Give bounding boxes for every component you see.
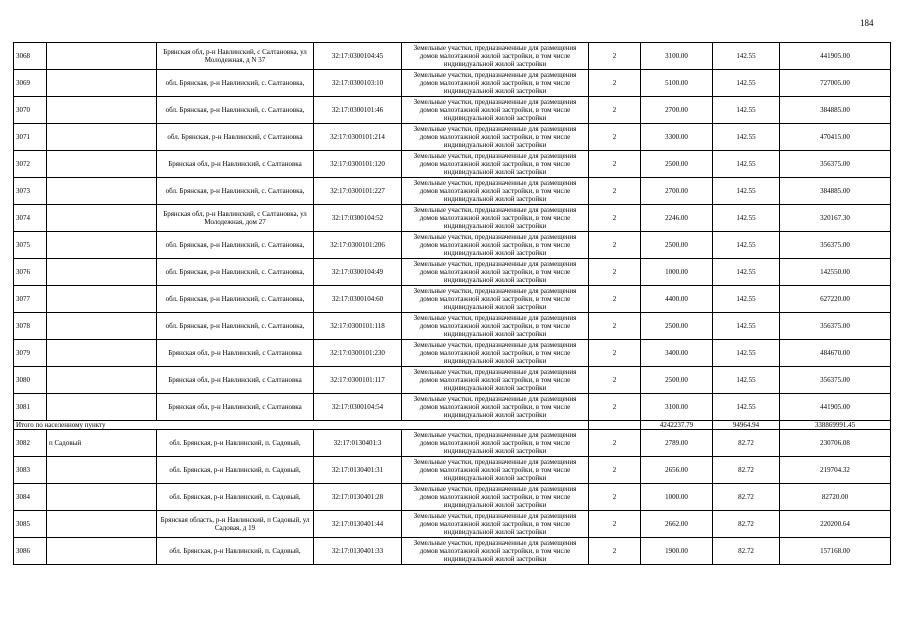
rate-cell: 82.72 xyxy=(713,457,780,484)
address-cell: Брянская обл, р-н Навлинский, с Салтановка xyxy=(157,151,314,178)
rate-cell: 82.72 xyxy=(713,430,780,457)
cadastral-number-cell: 32:17:0300101:214 xyxy=(314,124,402,151)
address-cell: обл. Брянская, р-н Навлинский, с. Салтановка, xyxy=(157,232,314,259)
cadastral-value-cell: 320167.30 xyxy=(780,205,891,232)
cadastral-number-cell: 32:17:0300101:118 xyxy=(314,313,402,340)
land-use-cell: Земельные участки, предназначенные для размещения домов малоэтажной жилой застройки, в том числе индивидуальной жилой застройки xyxy=(402,232,589,259)
table-row xyxy=(14,340,891,367)
address-cell: Брянская обл, р-н Навлинский, с Салтановка, ул Молодежная, д N 37 xyxy=(157,43,314,70)
group-cell: 2 xyxy=(589,484,641,511)
cadastral-number-cell: 32:17:0300101:230 xyxy=(314,340,402,367)
area-cell: 2500.00 xyxy=(641,367,713,394)
group-cell: 2 xyxy=(589,97,641,124)
land-use-cell: Земельные участки, предназначенные для размещения домов малоэтажной жилой застройки, в том числе индивидуальной жилой застройки xyxy=(402,43,589,70)
address-cell: обл. Брянская, р-н Навлинский, с. Салтановка, xyxy=(157,178,314,205)
address-cell: обл. Брянская, р-н Навлинский, с Салтановка xyxy=(157,124,314,151)
area-cell: 3100.00 xyxy=(641,394,713,421)
cadastral-value-cell: 356375.00 xyxy=(780,367,891,394)
land-use-cell: Земельные участки, предназначенные для размещения домов малоэтажной жилой застройки, в том числе индивидуальной жилой застройки xyxy=(402,313,589,340)
cadastral-value-cell: 219704.32 xyxy=(780,457,891,484)
cadastral-number-cell: 32:17:0300101:46 xyxy=(314,97,402,124)
rate-cell: 142.55 xyxy=(713,43,780,70)
cadastral-number-cell: 32:17:0300101:120 xyxy=(314,151,402,178)
row-number-cell: 3079 xyxy=(14,340,47,367)
table-body-sadovyi xyxy=(14,430,891,565)
cadastral-number-cell: 32:17:0300104:49 xyxy=(314,259,402,286)
land-use-cell: Земельные участки, предназначенные для размещения домов малоэтажной жилой застройки, в том числе индивидуальной жилой застройки xyxy=(402,457,589,484)
row-number-cell: 3070 xyxy=(14,97,47,124)
group-cell: 2 xyxy=(589,394,641,421)
area-cell: 2246.00 xyxy=(641,205,713,232)
table-row xyxy=(14,511,891,538)
cadastral-value-cell: 384885.00 xyxy=(780,178,891,205)
area-cell: 3100.00 xyxy=(641,43,713,70)
group-cell: 2 xyxy=(589,430,641,457)
subgroup-cell xyxy=(47,97,157,124)
land-use-cell: Земельные участки, предназначенные для размещения домов малоэтажной жилой застройки, в том числе индивидуальной жилой застройки xyxy=(402,430,589,457)
subgroup-cell xyxy=(47,457,157,484)
land-use-cell: Земельные участки, предназначенные для размещения домов малоэтажной жилой застройки, в том числе индивидуальной жилой застройки xyxy=(402,394,589,421)
land-use-cell: Земельные участки, предназначенные для размещения домов малоэтажной жилой застройки, в том числе индивидуальной жилой застройки xyxy=(402,286,589,313)
row-number-cell: 3076 xyxy=(14,259,47,286)
cadastral-value-cell: 441905.00 xyxy=(780,43,891,70)
table-row xyxy=(14,430,891,457)
address-cell: Брянская обл, р-н Навлинский, с Салтановка, ул Молодежная, дом 27 xyxy=(157,205,314,232)
table-row xyxy=(14,70,891,97)
rate-cell: 82.72 xyxy=(713,484,780,511)
row-number-cell: 3081 xyxy=(14,394,47,421)
table-row xyxy=(14,124,891,151)
area-cell: 2662.00 xyxy=(641,511,713,538)
row-number-cell: 3085 xyxy=(14,511,47,538)
area-cell: 3400.00 xyxy=(641,340,713,367)
cadastral-number-cell: 32:17:0300104:60 xyxy=(314,286,402,313)
group-cell: 2 xyxy=(589,178,641,205)
table-body-saltanovka xyxy=(14,43,891,421)
table-row xyxy=(14,151,891,178)
table-row xyxy=(14,43,891,70)
total-value: 338869991.45 xyxy=(780,421,891,430)
total-rate: 94964.94 xyxy=(713,421,780,430)
subgroup-cell xyxy=(47,232,157,259)
cadastral-number-cell: 32:17:0300101:227 xyxy=(314,178,402,205)
rate-cell: 82.72 xyxy=(713,538,780,565)
area-cell: 2789.00 xyxy=(641,430,713,457)
total-label: Итого по населенному пункту xyxy=(14,421,589,430)
subgroup-cell xyxy=(47,178,157,205)
area-cell: 1000.00 xyxy=(641,259,713,286)
cadastral-number-cell: 32:17:0300101:117 xyxy=(314,367,402,394)
land-use-cell: Земельные участки, предназначенные для размещения домов малоэтажной жилой застройки, в том числе индивидуальной жилой застройки xyxy=(402,178,589,205)
address-cell: обл. Брянская, р-н Навлинский, п. Садовый, xyxy=(157,457,314,484)
cadastral-value-cell: 142550.00 xyxy=(780,259,891,286)
subgroup-cell xyxy=(47,340,157,367)
group-cell: 2 xyxy=(589,367,641,394)
land-use-cell: Земельные участки, предназначенные для размещения домов малоэтажной жилой застройки, в том числе индивидуальной жилой застройки xyxy=(402,538,589,565)
area-cell: 3300.00 xyxy=(641,124,713,151)
table-row xyxy=(14,178,891,205)
group-cell: 2 xyxy=(589,259,641,286)
group-cell: 2 xyxy=(589,232,641,259)
row-number-cell: 3073 xyxy=(14,178,47,205)
subgroup-cell xyxy=(47,205,157,232)
row-number-cell: 3074 xyxy=(14,205,47,232)
cadastral-value-cell: 230706.08 xyxy=(780,430,891,457)
page-number: 184 xyxy=(860,18,874,28)
total-area: 4242237.79 xyxy=(641,421,713,430)
row-number-cell: 3068 xyxy=(14,43,47,70)
table-row xyxy=(14,205,891,232)
table-row xyxy=(14,394,891,421)
address-cell: обл. Брянская, р-н Навлинский, с. Салтановка, xyxy=(157,97,314,124)
cadastral-number-cell: 32:17:0130401:3 xyxy=(314,430,402,457)
cadastral-value-cell: 441905.00 xyxy=(780,394,891,421)
subgroup-cell xyxy=(47,124,157,151)
group-cell: 2 xyxy=(589,124,641,151)
group-cell: 2 xyxy=(589,151,641,178)
rate-cell: 142.55 xyxy=(713,151,780,178)
cadastral-value-cell: 356375.00 xyxy=(780,151,891,178)
cadastral-number-cell: 32:17:0130401:31 xyxy=(314,457,402,484)
cadastral-value-cell: 470415.00 xyxy=(780,124,891,151)
cadastral-value-cell: 220200.64 xyxy=(780,511,891,538)
group-cell: 2 xyxy=(589,286,641,313)
rate-cell: 142.55 xyxy=(713,394,780,421)
area-cell: 4400.00 xyxy=(641,286,713,313)
address-cell: Брянская область, р-н Навлинский, п Садовый, ул Садовая, д 19 xyxy=(157,511,314,538)
table-row xyxy=(14,367,891,394)
row-number-cell: 3086 xyxy=(14,538,47,565)
area-cell: 2656.00 xyxy=(641,457,713,484)
rate-cell: 142.55 xyxy=(713,259,780,286)
cadastral-value-cell: 727005.00 xyxy=(780,70,891,97)
address-cell: обл. Брянская, р-н Навлинский, п. Садовый, xyxy=(157,430,314,457)
subgroup-cell xyxy=(47,367,157,394)
area-cell: 2500.00 xyxy=(641,232,713,259)
cadastral-number-cell: 32:17:0300104:54 xyxy=(314,394,402,421)
address-cell: обл. Брянская, р-н Навлинский, с. Салтановка, xyxy=(157,70,314,97)
table-row xyxy=(14,97,891,124)
row-number-cell: 3084 xyxy=(14,484,47,511)
row-number-cell: 3080 xyxy=(14,367,47,394)
cadastral-value-cell: 82720.00 xyxy=(780,484,891,511)
subgroup-cell xyxy=(47,70,157,97)
rate-cell: 142.55 xyxy=(713,340,780,367)
rate-cell: 142.55 xyxy=(713,313,780,340)
cadastral-number-cell: 32:17:0300104:52 xyxy=(314,205,402,232)
group-cell: 2 xyxy=(589,313,641,340)
area-cell: 1900.00 xyxy=(641,538,713,565)
land-use-cell: Земельные участки, предназначенные для размещения домов малоэтажной жилой застройки, в том числе индивидуальной жилой застройки xyxy=(402,205,589,232)
subgroup-cell xyxy=(47,286,157,313)
table-row xyxy=(14,259,891,286)
area-cell: 2500.00 xyxy=(641,313,713,340)
table-row xyxy=(14,313,891,340)
land-use-cell: Земельные участки, предназначенные для размещения домов малоэтажной жилой застройки, в том числе индивидуальной жилой застройки xyxy=(402,340,589,367)
group-cell: 2 xyxy=(589,457,641,484)
subgroup-cell xyxy=(47,484,157,511)
rate-cell: 142.55 xyxy=(713,97,780,124)
cadastral-number-cell: 32:17:0300104:45 xyxy=(314,43,402,70)
address-cell: обл. Брянская, р-н Навлинский, п. Садовый, xyxy=(157,538,314,565)
cadastral-value-cell: 356375.00 xyxy=(780,232,891,259)
cadastral-value-table xyxy=(13,42,891,565)
group-cell: 2 xyxy=(589,70,641,97)
total-row xyxy=(14,421,891,430)
rate-cell: 142.55 xyxy=(713,70,780,97)
table-row xyxy=(14,538,891,565)
row-number-cell: 3078 xyxy=(14,313,47,340)
cadastral-value-cell: 627220.00 xyxy=(780,286,891,313)
table-row xyxy=(14,484,891,511)
row-number-cell: 3072 xyxy=(14,151,47,178)
address-cell: Брянская обл, р-н Навлинский, с Салтановка xyxy=(157,394,314,421)
rate-cell: 142.55 xyxy=(713,232,780,259)
subgroup-cell xyxy=(47,259,157,286)
land-use-cell: Земельные участки, предназначенные для размещения домов малоэтажной жилой застройки, в том числе индивидуальной жилой застройки xyxy=(402,367,589,394)
land-use-cell: Земельные участки, предназначенные для размещения домов малоэтажной жилой застройки, в том числе индивидуальной жилой застройки xyxy=(402,70,589,97)
land-use-cell: Земельные участки, предназначенные для размещения домов малоэтажной жилой застройки, в том числе индивидуальной жилой застройки xyxy=(402,511,589,538)
subgroup-cell xyxy=(47,394,157,421)
total-empty-cell xyxy=(589,421,641,430)
rate-cell: 142.55 xyxy=(713,205,780,232)
row-number-cell: 3071 xyxy=(14,124,47,151)
table-body-total xyxy=(14,421,891,430)
land-use-cell: Земельные участки, предназначенные для размещения домов малоэтажной жилой застройки, в том числе индивидуальной жилой застройки xyxy=(402,259,589,286)
address-cell: Брянская обл, р-н Навлинский, с Салтановка xyxy=(157,367,314,394)
subgroup-cell: п Садовый xyxy=(47,430,157,457)
group-cell: 2 xyxy=(589,538,641,565)
subgroup-cell xyxy=(47,511,157,538)
cadastral-value-cell: 484670.00 xyxy=(780,340,891,367)
row-number-cell: 3077 xyxy=(14,286,47,313)
rate-cell: 142.55 xyxy=(713,367,780,394)
cadastral-number-cell: 32:17:0300101:206 xyxy=(314,232,402,259)
address-cell: обл. Брянская, р-н Навлинский, с. Салтановка, xyxy=(157,313,314,340)
subgroup-cell xyxy=(47,313,157,340)
address-cell: обл. Брянская, р-н Навлинский, с. Салтановка, xyxy=(157,286,314,313)
rate-cell: 142.55 xyxy=(713,178,780,205)
subgroup-cell xyxy=(47,538,157,565)
address-cell: обл. Брянская, р-н Навлинский, п. Садовый, xyxy=(157,484,314,511)
land-use-cell: Земельные участки, предназначенные для размещения домов малоэтажной жилой застройки, в том числе индивидуальной жилой застройки xyxy=(402,124,589,151)
cadastral-value-cell: 157168.00 xyxy=(780,538,891,565)
subgroup-cell xyxy=(47,151,157,178)
land-use-cell: Земельные участки, предназначенные для размещения домов малоэтажной жилой застройки, в том числе индивидуальной жилой застройки xyxy=(402,97,589,124)
table-row xyxy=(14,286,891,313)
group-cell: 2 xyxy=(589,205,641,232)
row-number-cell: 3082 xyxy=(14,430,47,457)
group-cell: 2 xyxy=(589,340,641,367)
row-number-cell: 3069 xyxy=(14,70,47,97)
cadastral-value-cell: 384885.00 xyxy=(780,97,891,124)
cadastral-number-cell: 32:17:0300103:10 xyxy=(314,70,402,97)
area-cell: 2700.00 xyxy=(641,178,713,205)
address-cell: обл. Брянская, р-н Навлинский, с. Салтановка, xyxy=(157,259,314,286)
rate-cell: 142.55 xyxy=(713,286,780,313)
cadastral-value-cell: 356375.00 xyxy=(780,313,891,340)
row-number-cell: 3083 xyxy=(14,457,47,484)
area-cell: 2700.00 xyxy=(641,97,713,124)
land-use-cell: Земельные участки, предназначенные для размещения домов малоэтажной жилой застройки, в том числе индивидуальной жилой застройки xyxy=(402,484,589,511)
area-cell: 1000.00 xyxy=(641,484,713,511)
area-cell: 2500.00 xyxy=(641,151,713,178)
table-row xyxy=(14,232,891,259)
cadastral-number-cell: 32:17:0130401:28 xyxy=(314,484,402,511)
land-use-cell: Земельные участки, предназначенные для размещения домов малоэтажной жилой застройки, в том числе индивидуальной жилой застройки xyxy=(402,151,589,178)
rate-cell: 142.55 xyxy=(713,124,780,151)
row-number-cell: 3075 xyxy=(14,232,47,259)
cadastral-number-cell: 32:17:0130401:44 xyxy=(314,511,402,538)
group-cell: 2 xyxy=(589,43,641,70)
subgroup-cell xyxy=(47,43,157,70)
address-cell: Брянская обл, р-н Навлинский, с Салтановка xyxy=(157,340,314,367)
rate-cell: 82.72 xyxy=(713,511,780,538)
group-cell: 2 xyxy=(589,511,641,538)
area-cell: 5100.00 xyxy=(641,70,713,97)
cadastral-number-cell: 32:17:0130401:33 xyxy=(314,538,402,565)
table-row xyxy=(14,457,891,484)
